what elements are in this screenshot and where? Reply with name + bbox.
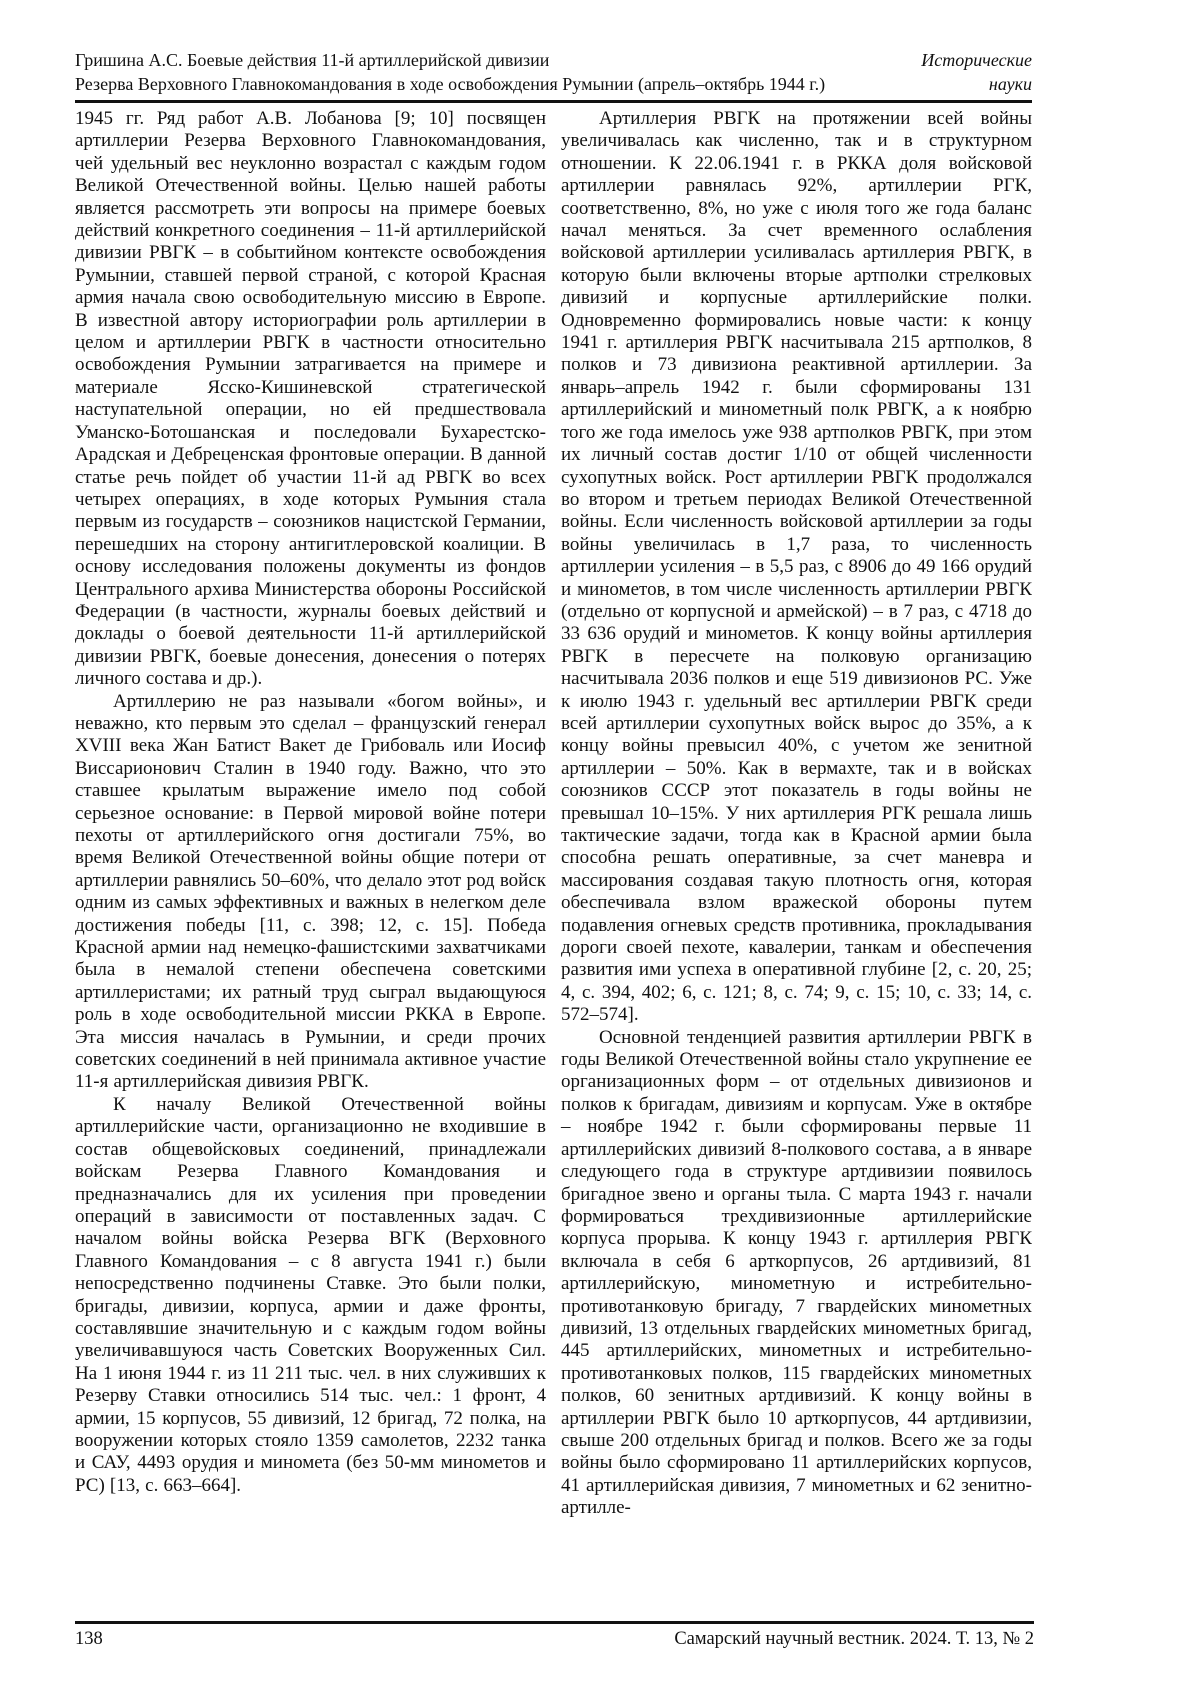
section-label-line2: науки — [988, 74, 1032, 94]
paragraph: 1945 гг. Ряд работ А.В. Лобанова [9; 10] посвящен артиллерии Резерва Верховного Главнокомандования, чей удельный вес неуклонно возрастал с каждым годом Великой Отечественной войны. Целью нашей работы является рассмотреть эти вопросы на примере боевых действий конкретного соединения – 11-й артиллерийской дивизии РВГК – в событийном контексте освобождения Румынии, ставшей первой страной, с которой Красная армия начала свою освободительную миссию в Европе. В известной автору историографии роль артиллерии в целом и артиллерии РВГК в частности относительно освобождения Румынии затрагивается на примере и материале Ясско-Кишиневской стратегической наступательной операции, но ей предшествовала Уманско-Ботошанская и последовали Бухарестско-Арадская и Дебреценская фронтовые операции. В данной статье речь пойдет об участии 11-й ад РВГК во всех четырех операциях, в ходе которых Румыния стала первым из государств – союзников нацистской Германии, перешедших на сторону антигитлеровской коалиции. В основу исследования положены документы из фондов Центрального архива Министерства обороны Российской Федерации (в частности, журналы боевых действий и доклады о боевой деятельности 11-й артиллерийской дивизии РВГК, боевые донесения, донесения о потерях личного состава и др.). — [75, 108, 546, 690]
running-header — [75, 48, 1032, 103]
left-column — [75, 108, 546, 1620]
section-label-line1: Исторические — [921, 50, 1032, 70]
article-body — [75, 108, 1032, 1620]
paragraph: Артиллерию не раз называли «богом войны», и неважно, кто первым это сделал – французский генерал XVIII века Жан Батист Вакет де Грибоваль или Иосиф Виссарионович Сталин в 1940 году. Важно, что это ставшее крылатым выражение имело под собой серьезное основание: в Первой мировой войне потери пехоты от артиллерийского огня достигали 75%, во время Великой Отечественной войны общие потери от артиллерии равнялись 50–60%, что делало этот род войск одним из самых эффективных и важных в нелегком деле достижения победы [11, с. 398; 12, с. 15]. Победа Красной армии над немецко-фашистскими захватчиками была в немалой степени обеспечена советскими артиллеристами; их ратный труд сыграл выдающуюся роль в ходе освободительной миссии РККА в Европе. Эта миссия началась в Румынии, и среди прочих советских соединений в ней принимала активное участие 11-я артиллерийская дивизия РВГК. — [75, 690, 546, 1093]
journal-reference: Самарский научный вестник. 2024. Т. 13, № 2 — [674, 1629, 1034, 1649]
paragraph: К началу Великой Отечественной войны артиллерийские части, организационно не входившие в состав общевойсковых соединений, принадлежали войскам Резерва Главного Командования и предназначались для их усиления при проведении операций в зависимости от поставленных задач. С началом войны войска Резерва ВГК (Верховного Главного Командования – с 8 августа 1941 г.) были непосредственно подчинены Ставке. Это были полки, бригады, дивизии, корпуса, армии и даже фронты, составлявшие значительную и с каждым годом войны увеличивавшуюся часть Советских Вооруженных Сил. На 1 июня 1944 г. из 11 211 тыс. чел. в них служивших к Резерву Ставки относились 514 тыс. чел.: 1 фронт, 4 армии, 15 корпусов, 55 дивизий, 12 бригад, 72 полка, на вооружении которых стояло 1359 самолетов, 2232 танка и САУ, 4493 орудия и миномета (без 50-мм минометов и РС) [13, с. 663–664]. — [75, 1093, 546, 1496]
right-column — [561, 108, 1032, 1620]
page-number: 138 — [75, 1629, 103, 1649]
paragraph: Основной тенденцией развития артиллерии РВГК в годы Великой Отечественной войны стало укрупнение ее организационных форм – от отдельных дивизионов и полков к бригадам, дивизиям и корпусам. Уже в октябре – ноябре 1942 г. были сформированы первые 11 артиллерийских дивизий 8-полкового состава, а в январе следующего года в структуре артдивизии появилось бригадное звено и органы тыла. С марта 1943 г. начали формироваться трехдивизионные артиллерийские корпуса прорыва. К концу 1943 г. артиллерия РВГК включала в себя 6 арткорпусов, 26 артдивизий, 81 артиллерийскую, минометную и истребительно-противотанковую бригаду, 7 гвардейских минометных дивизий, 13 отдельных гвардейских минометных бригад, 445 артиллерийских, минометных и истребительно-противотанковых полков, 115 гвардейских минометных полков, 60 зенитных артдивизий. К концу войны в артиллерии РВГК было 10 арткорпусов, 44 артдивизии, свыше 200 отдельных бригад и полков. Всего же за годы войны было сформировано 11 артиллерийских корпусов, 41 артиллерийская дивизия, 7 минометных и 62 зенитно-артилле- — [561, 1026, 1032, 1519]
running-title-line2: Резерва Верховного Главнокомандования в ходе освобождения Румынии (апрель–октябрь 1944 г.) — [75, 74, 826, 94]
running-footer — [75, 1621, 1034, 1651]
running-title-line1: Гришина А.С. Боевые действия 11-й артиллерийской дивизии — [75, 50, 550, 70]
running-title — [75, 48, 825, 96]
paragraph: Артиллерия РВГК на протяжении всей войны увеличивалась как численно, так и в структурном отношении. К 22.06.1941 г. в РККА доля войсковой артиллерии равнялась 92%, артиллерии РГК, соответственно, 8%, но уже с июля того же года баланс начал меняться. За счет временного ослабления войсковой артиллерии усиливалась артиллерия РВГК, в которую были включены вторые артполки стрелковых дивизий и корпусные артиллерийские полки. Одновременно формировались новые части: к концу 1941 г. артиллерия РВГК насчитывала 215 артполков, 8 полков и 73 дивизиона реактивной артиллерии. За январь–апрель 1942 г. были сформированы 131 артиллерийский и минометный полк РВГК, а к ноябрю того же года имелось уже 938 артполков РВГК, при этом их личный состав достиг 1/10 от общей численности сухопутных войск. Рост артиллерии РВГК продолжался во втором и третьем периодах Великой Отечественной войны. Если численность войсковой артиллерии за годы войны увеличилась в 1,7 раза, то численность артиллерии усиления – в 5,5 раз, с 8906 до 49 166 орудий и минометов, в том числе численность артиллерии РВГК (отдельно от корпусной и армейской) – в 7 раз, с 4718 до 33 636 орудий и минометов. К концу войны артиллерия РВГК в пересчете на полковую организацию насчитывала 2036 полков и еще 519 дивизионов РС. Уже к июлю 1943 г. удельный вес артиллерии РВГК среди всей артиллерии сухопутных войск вырос до 35%, а к концу войны превысил 40%, с учетом же зенитной артиллерии – 50%. Как в вермахте, так и в войсках союзников СССР этот показатель в годы войны не превышал 10–15%. У них артиллерия РГК решала лишь тактические задачи, тогда как в Красной армии была способна решать оперативные, за счет маневра и массирования создавая такую плотность огня, которая обеспечивала взлом вражеской обороны путем подавления огневых средств противника, прокладывания дороги своей пехоте, кавалерии, танкам и обеспечения развития ими успеха в оперативной глубине [2, с. 20, 25; 4, с. 394, 402; 6, с. 121; 8, с. 74; 9, с. 15; 10, с. 33; 14, с. 572–574]. — [561, 108, 1032, 1026]
section-label — [921, 48, 1032, 96]
